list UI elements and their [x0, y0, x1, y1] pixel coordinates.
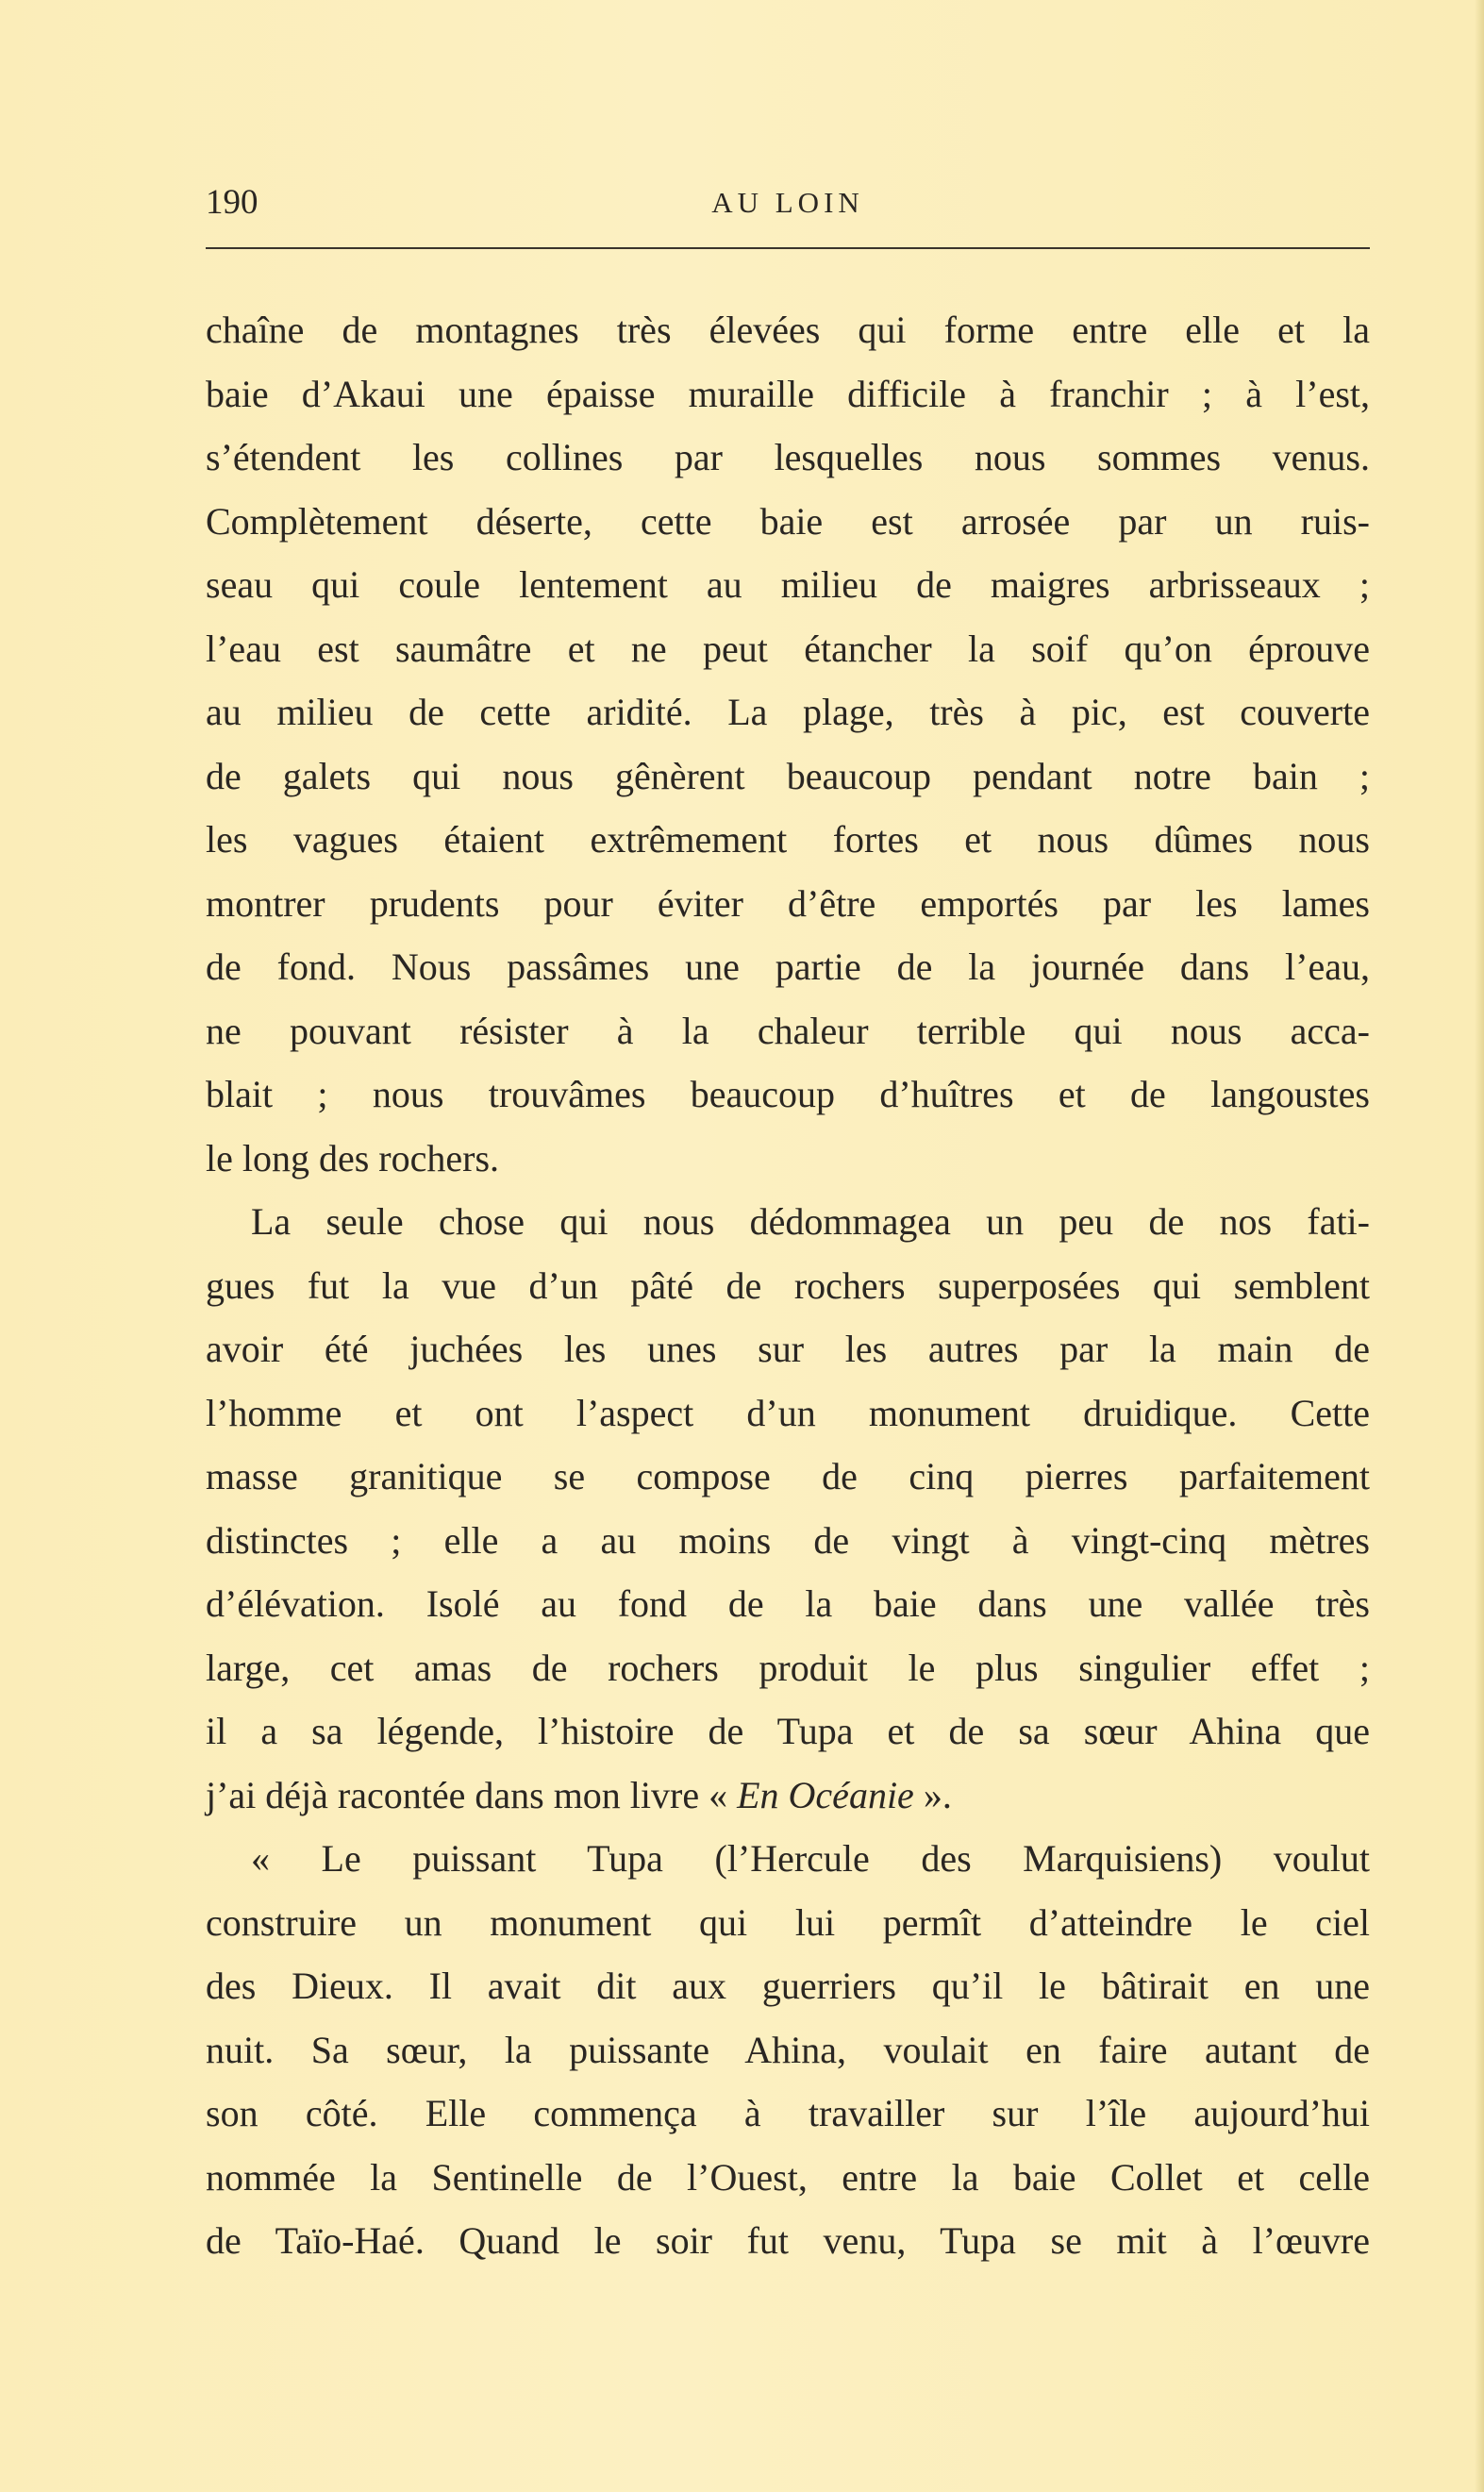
- text-line: Complètement déserte, cette baie est arrosée par un ruis-: [206, 499, 1370, 543]
- text-line: « Le puissant Tupa (l’Hercule des Marquisiens) voulut: [251, 1837, 1370, 1880]
- text-line: blait ; nous trouvâmes beaucoup d’huîtres et de langoustes: [206, 1073, 1370, 1115]
- text-line: ne pouvant résister à la chaleur terrible qui nous acca-: [206, 1009, 1370, 1052]
- page-header: [206, 179, 1370, 226]
- text-line: de Taïo-Haé. Quand le soir fut venu, Tupa se mit à l’œuvre: [206, 2219, 1370, 2262]
- text-line: s’étendent les collines par lesquelles nous sommes venus.: [206, 436, 1370, 478]
- text-line: les vagues étaient extrêmement fortes et nous dûmes nous: [206, 818, 1370, 861]
- text-line: large, cet amas de rochers produit le plus singulier effet ;: [206, 1646, 1370, 1689]
- text-fragment: ».: [913, 1773, 952, 1816]
- running-title: AU LOIN: [711, 186, 864, 219]
- text-line: des Dieux. Il avait dit aux guerriers qu’il le bâtirait en une: [206, 1965, 1370, 2007]
- text-line: il a sa légende, l’histoire de Tupa et de sa sœur Ahina que: [206, 1710, 1370, 1752]
- text-line: baie d’Akaui une épaisse muraille difficile à franchir ; à l’est,: [206, 372, 1370, 415]
- text-line: nuit. Sa sœur, la puissante Ahina, voulait en faire autant de: [206, 2028, 1370, 2071]
- text-line: au milieu de cette aridité. La plage, très à pic, est couverte: [206, 691, 1370, 733]
- text-line: gues fut la vue d’un pâté de rochers superposées qui semblent: [206, 1263, 1370, 1307]
- header-rule: [206, 247, 1370, 249]
- text-line: construire un monument qui lui permît d’atteindre le ciel: [206, 1900, 1370, 1944]
- text-line: de galets qui nous gênèrent beaucoup pendant notre bain ;: [206, 754, 1370, 797]
- page-number: 190: [206, 183, 258, 222]
- text-line: distinctes ; elle a au moins de vingt à vingt-cinq mètres: [206, 1518, 1370, 1562]
- text-line: l’eau est saumâtre et ne peut étancher la soif qu’on éprouve: [206, 627, 1370, 670]
- text-line: [206, 1764, 1370, 1828]
- text-line: le long des rochers.: [206, 1136, 500, 1179]
- book-title: En Océanie: [737, 1773, 914, 1816]
- text-line: chaîne de montagnes très élevées qui forme entre elle et la: [206, 309, 1370, 351]
- text-line: masse granitique se compose de cinq pierres parfaitement: [206, 1455, 1370, 1497]
- body-text: [206, 298, 1370, 2273]
- text-line: montrer prudents pour éviter d’être emportés par les lames: [206, 881, 1370, 925]
- text-line: seau qui coule lentement au milieu de maigres arbrisseaux ;: [206, 563, 1370, 606]
- text-line: l’homme et ont l’aspect d’un monument druidique. Cette: [206, 1391, 1370, 1434]
- text-line: nommée la Sentinelle de l’Ouest, entre la baie Collet et celle: [206, 2155, 1370, 2199]
- text-fragment: j’ai déjà racontée dans mon livre «: [206, 1773, 738, 1816]
- text-line: avoir été juchées les unes sur les autres par la main de: [206, 1328, 1370, 1370]
- text-line: son côté. Elle commença à travailler sur l’île aujourd’hui: [206, 2092, 1370, 2134]
- text-line: d’élévation. Isolé au fond de la baie dans une vallée très: [206, 1582, 1370, 1625]
- text-line: La seule chose qui nous dédommagea un peu de nos fati-: [251, 1200, 1370, 1243]
- text-line: de fond. Nous passâmes une partie de la journée dans l’eau,: [206, 945, 1370, 988]
- page-edge-shadow: [1475, 0, 1484, 2492]
